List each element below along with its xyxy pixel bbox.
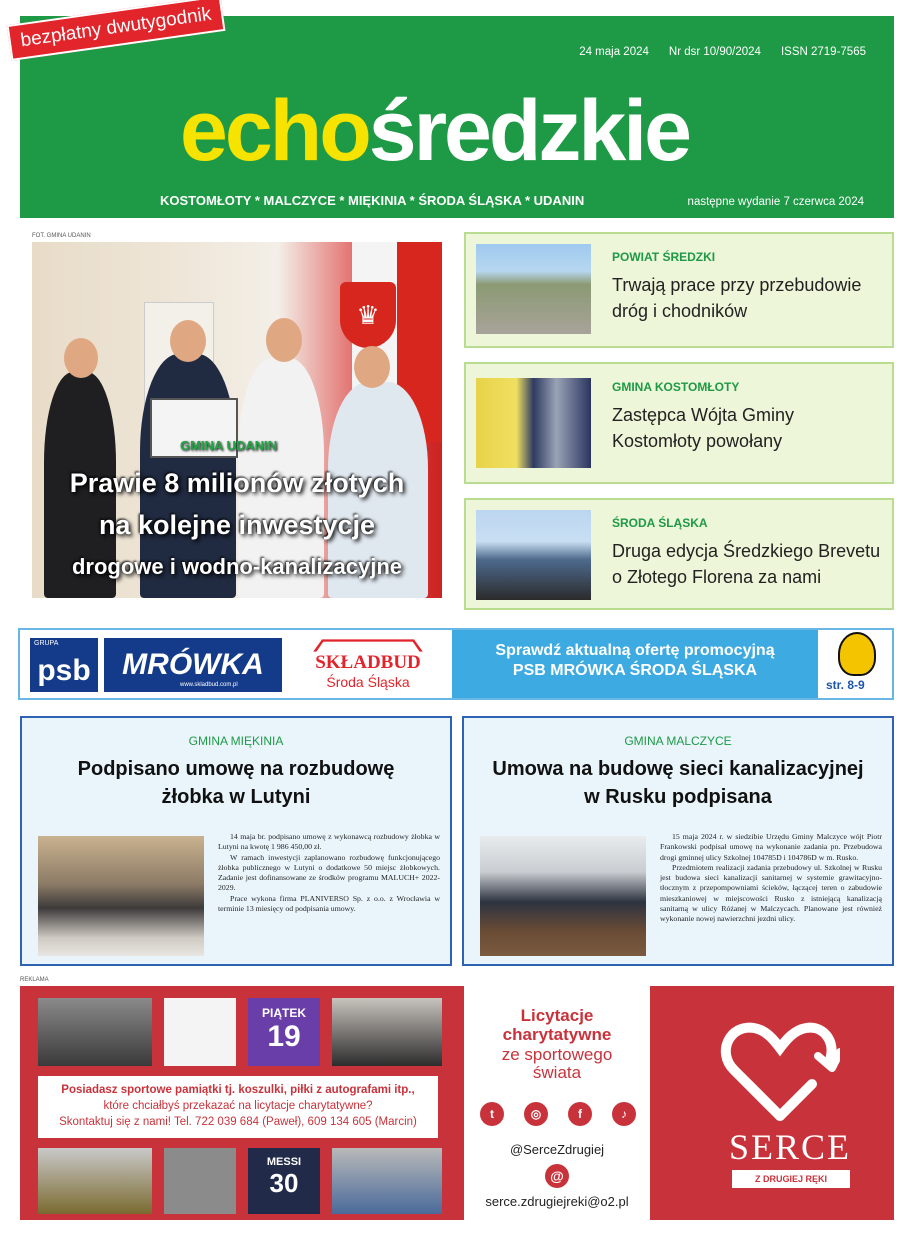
email-icon: @	[545, 1164, 569, 1188]
social-icons	[480, 1102, 636, 1126]
psb-mrowka-ad[interactable]	[18, 628, 894, 700]
twitter-icon[interactable]: t	[480, 1102, 504, 1126]
hero-tag: GMINA UDANIN	[179, 438, 277, 453]
story-title-line2[interactable]: żłobka w Lutyni	[161, 786, 311, 808]
story-paragraph: Przedmiotem realizacji zadania przebudowy ul. Szkolnej w Rusku jest budowa sieci kanalizacji sanitarnej w systemie grawitacyjno-tłocznym z przepompowniami ścieków, łączącej teren o zabudowie mieszkaniowej w miejscowości Rusko z istniejącą kanalizacją sanitarną w ulicy Różanej w Malczycach. Planowane jest również wykonanie nowej nawierzchni jezdni ulicy.	[660, 862, 882, 924]
story-title-line1[interactable]: Podpisano umowę na rozbudowę	[77, 758, 395, 780]
story-title-line1[interactable]: Umowa na budowę sieci kanalizacyjnej	[492, 758, 864, 780]
side-story-title[interactable]: Druga edycja Średzkiego Brevetu o Złotego Florena za nami	[612, 541, 881, 587]
side-story-tag: ŚRODA ŚLĄSKA	[612, 516, 708, 530]
auction-line3: ze sportowego	[501, 1045, 613, 1064]
auction-line2: charytatywne	[502, 1025, 612, 1044]
ad-pages: str. 8-9	[826, 678, 865, 692]
story-photo	[480, 836, 646, 956]
psb-group-label: GRUPA	[34, 640, 59, 647]
person-head	[64, 338, 98, 378]
issue-number: Nr dsr 10/90/2024	[668, 46, 761, 58]
golden-boot-photo	[38, 1148, 152, 1214]
logo-echo: echo	[180, 83, 369, 179]
skladbud-city: Środa Śląska	[326, 674, 410, 690]
story-paragraph: 14 maja br. podpisano umowę z wykonawcą rozbudowy żłobka w Lutyni na kwotę 1 986 450,00 zł.	[218, 832, 440, 852]
story-body	[660, 832, 882, 925]
story-photo	[38, 836, 204, 956]
story-body	[218, 832, 440, 914]
promo-line1: Sprawdź aktualną ofertę promocyjną	[495, 642, 775, 659]
ad-photo	[164, 1148, 236, 1214]
next-edition: następne wydanie 7 czerwca 2024	[687, 196, 864, 208]
email-address[interactable]: serce.zdrugiejreki@o2.pl	[485, 1194, 629, 1209]
shirt-number: 30	[269, 1168, 299, 1198]
story-miekinia[interactable]	[20, 716, 452, 966]
brand-subtitle: Z DRUGIEJ RĘKI	[732, 1170, 850, 1188]
promo-line2: PSB MRÓWKA ŚRODA ŚLĄSKA	[512, 662, 758, 679]
issue-meta	[579, 46, 866, 58]
auction-title	[464, 1006, 650, 1044]
auction-line4: świata	[532, 1063, 582, 1082]
social-handle[interactable]: @SerceZdrugiej	[509, 1142, 605, 1157]
instagram-icon[interactable]: ◎	[524, 1102, 548, 1126]
ad-photo	[38, 998, 152, 1066]
side-story-deputy[interactable]	[464, 362, 894, 484]
side-story-tag: GMINA KOSTOMŁOTY	[612, 380, 740, 394]
masthead	[20, 16, 894, 218]
hero-title-line1[interactable]: Prawie 8 milionów złotych	[69, 468, 405, 498]
side-story-roads[interactable]	[464, 232, 894, 348]
auction-subtitle	[464, 1046, 650, 1082]
story-tag: GMINA MIĘKINIA	[188, 734, 284, 748]
ad-photo	[164, 998, 236, 1066]
towns-list: KOSTOMŁOTY * MALCZYCE * MIĘKINIA * ŚRODA ŚLĄSKA * UDANIN	[160, 193, 585, 208]
charity-info-box	[38, 1076, 438, 1138]
skladbud-logo	[288, 638, 448, 692]
ad-photo	[332, 998, 442, 1066]
brand-name: SERCE	[728, 1127, 852, 1167]
ad-photo	[332, 1148, 442, 1214]
auction-line1: Licytacje	[520, 1006, 594, 1025]
person-head	[170, 320, 206, 362]
newspaper-logo[interactable]	[180, 83, 689, 179]
facebook-icon[interactable]: f	[568, 1102, 592, 1126]
story-malczyce[interactable]	[462, 716, 894, 966]
psb-logo: psb	[30, 638, 98, 692]
shirt-photo	[248, 998, 320, 1066]
shirt-name: MESSI	[266, 1156, 302, 1168]
skladbud-name: SKŁADBUD	[315, 652, 421, 673]
hero-title-line3[interactable]: drogowe i wodno-kanalizacyjne	[71, 554, 403, 579]
story-tag: GMINA MALCZYCE	[624, 734, 732, 748]
ad-url: www.skladbud.com.pl	[180, 682, 238, 688]
shirt-name: PIĄTEK	[261, 1006, 306, 1020]
photo-credit: FOT. GMINA UDANIN	[32, 233, 91, 239]
hero-title-line2[interactable]: na kolejne inwestycje	[98, 510, 376, 540]
free-biweekly-ribbon: bezpłatny dwutygodnik	[7, 0, 226, 61]
story-title-line2[interactable]: w Rusku podpisana	[584, 786, 772, 808]
tiktok-icon[interactable]: ♪	[612, 1102, 636, 1126]
mrowka-text: MRÓWKA	[122, 648, 264, 681]
issn: ISSN 2719-7565	[780, 46, 866, 58]
side-story-photo	[476, 510, 591, 600]
hero-story[interactable]	[32, 242, 442, 598]
charity-ad[interactable]	[20, 986, 894, 1220]
box-line2: które chciałbyś przekazać na licytacje charytatywne?	[103, 1100, 373, 1112]
box-line3: Skontaktuj się z nami! Tel. 722 039 684 (Paweł), 609 134 605 (Marcin)	[59, 1116, 417, 1128]
logo-name: średzkie	[368, 83, 689, 179]
person-head	[266, 318, 302, 362]
story-paragraph: Prace wykona firma PLANIVERSO Sp. z o.o. z Wrocławia w terminie 13 miesięcy od podpisania umowy.	[218, 893, 440, 914]
story-paragraph: W ramach inwestycji zaplanowano rozbudowę funkcjonującego żłobka publicznego w Lutyni o dodatkowe 50 miejsc żłobkowych. Zadanie jest dofinansowane ze środków programu MALUCH+ 2022-2029.	[218, 852, 440, 893]
side-story-title[interactable]: Zastępca Wójta Gminy Kostomłoty powołany	[612, 405, 795, 451]
heart-icon	[720, 1016, 840, 1126]
shirt-photo	[248, 1148, 320, 1214]
side-story-brevet[interactable]	[464, 498, 894, 610]
person-head	[354, 346, 390, 388]
box-line1: Posiadasz sportowe pamiątki tj. koszulki, piłki z autografami itp.,	[61, 1084, 415, 1096]
eagle-emblem-icon: ♛	[340, 282, 396, 348]
side-story-photo	[476, 378, 591, 468]
side-story-photo	[476, 244, 591, 334]
roof-icon	[313, 639, 423, 651]
issue-date: 24 maja 2024	[579, 46, 649, 58]
ad-label: REKLAMA	[20, 977, 49, 983]
shirt-number: 19	[267, 1020, 301, 1053]
ad-promo	[452, 630, 818, 698]
side-story-title[interactable]: Trwają prace przy przebudowie dróg i chodników	[612, 275, 862, 321]
ant-mascot-icon	[838, 632, 876, 676]
side-story-tag: POWIAT ŚREDZKI	[612, 250, 716, 264]
story-paragraph: 15 maja 2024 r. w siedzibie Urzędu Gminy Malczyce wójt Piotr Frankowski podpisał umowę na wykonanie zadania pn. Przebudowa drogi gminnej ulicy Szkolnej 104785D i 104786D w m. Rusko.	[660, 832, 882, 862]
